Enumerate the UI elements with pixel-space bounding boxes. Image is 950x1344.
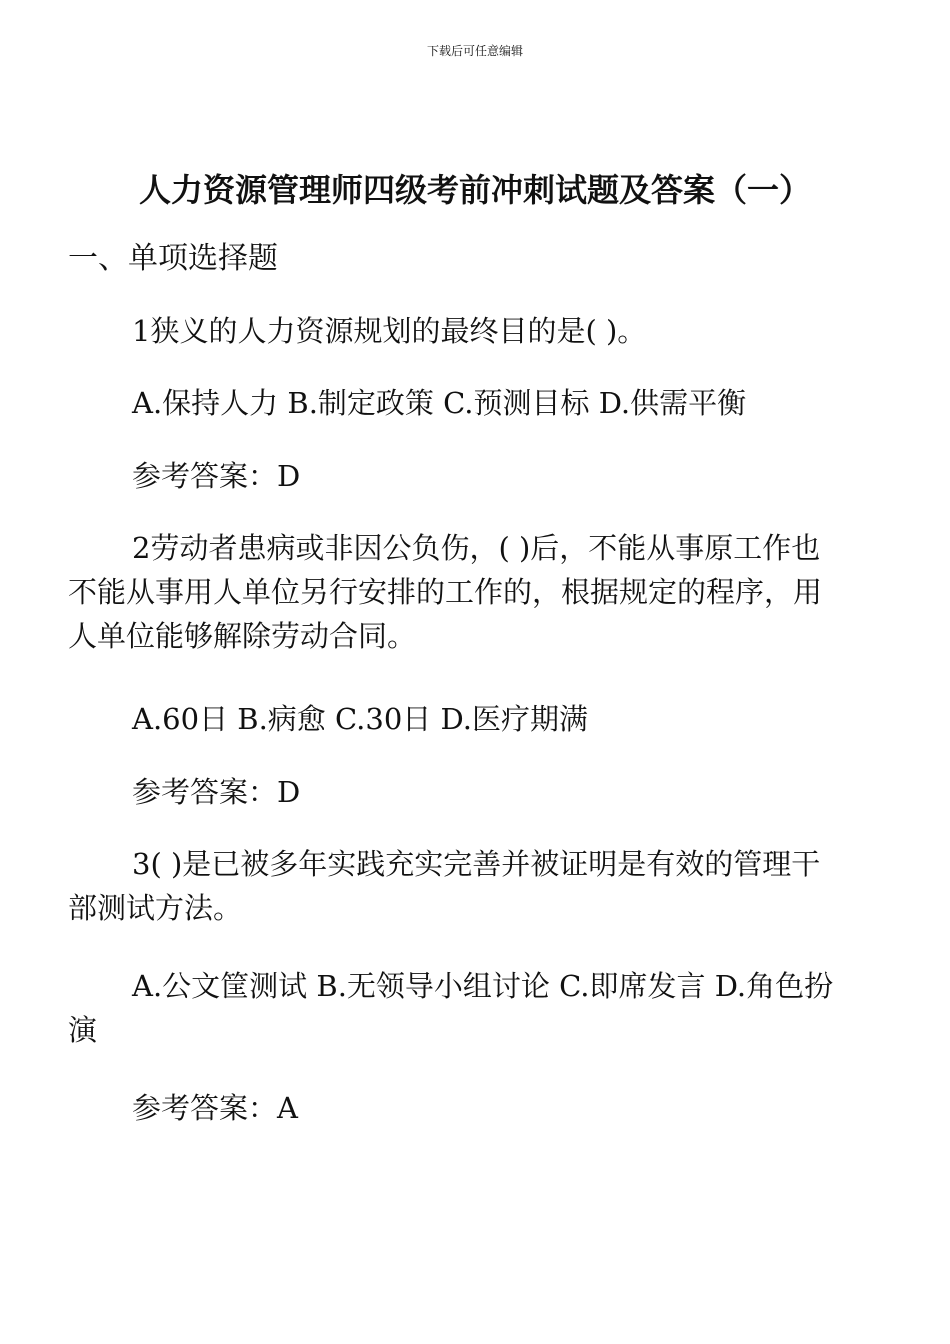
section-heading: 一、单项选择题 [68, 241, 278, 276]
header-note: 下载后可任意编辑 [426, 44, 523, 58]
question-1-options: A.保持人力 B.制定政策 C.预测目标 D.供需平衡 [132, 386, 747, 420]
question-2-stem: 2劳动者患病或非因公负伤，( )后，不能从事原工作也不能从事用人单位另行安排的工作的，根据规定的程序，用人单位能够解除劳动合同。 [68, 531, 823, 653]
question-2-answer: 参考答案：D [132, 775, 301, 809]
document-title: 人力资源管理师四级考前冲刺试题及答案（一） [138, 171, 811, 209]
question-1-answer: 参考答案：D [132, 459, 301, 493]
question-3-options: A.公文筐测试 B.无领导小组讨论 C.即席发言 D.角色扮演 [68, 969, 834, 1047]
question-1-stem: 1狭义的人力资源规划的最终目的是( )。 [132, 314, 647, 348]
question-2-options: A.60日 B.病愈 C.30日 D.医疗期满 [132, 702, 588, 736]
question-3-stem: 3( )是已被多年实践充实完善并被证明是有效的管理干部测试方法。 [68, 847, 821, 925]
question-3-answer: 参考答案：A [132, 1091, 298, 1125]
